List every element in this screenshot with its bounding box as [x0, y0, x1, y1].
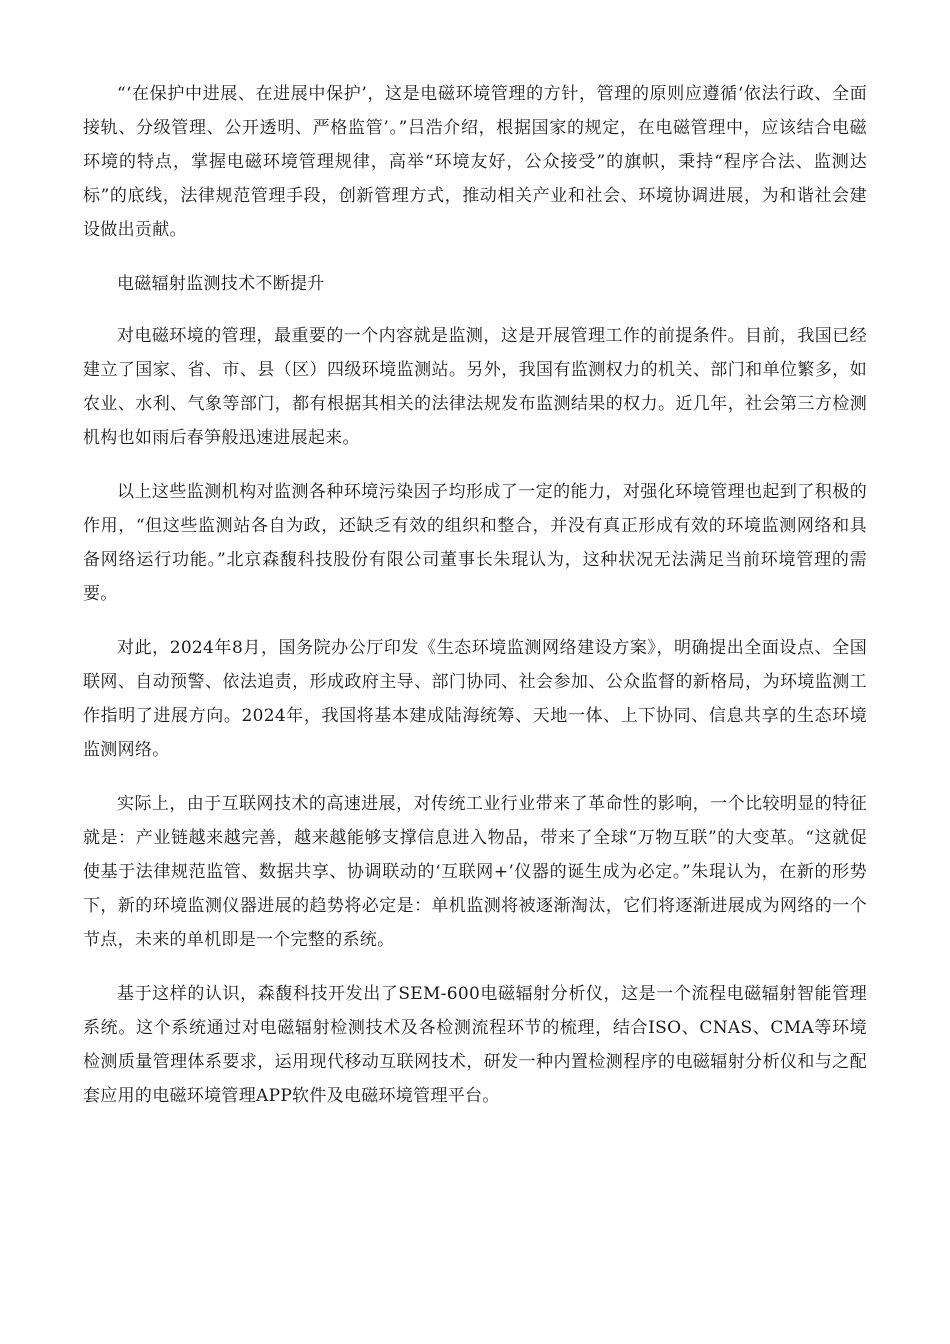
document-page — [83, 77, 867, 1133]
paragraph-internet-impact: 实际上，由于互联网技术的高速进展，对传统工业行业带来了革命性的影响，一个比较明显的特征就是：产业链越来越完善，越来越能够支撑信息进入物品，带来了全球“万物互联”的大变革。“这就促使基于法律规范监管、数据共享、协调联动的‘互联网+’仪器的诞生成为必定。”朱琨认为，在新的形势下，新的环境监测仪器进展的趋势将必定是：单机监测将被逐渐淘汰，它们将逐渐进展成为网络的一个节点，未来的单机即是一个完整的系统。 — [83, 794, 867, 950]
paragraph-monitoring-stations: 对电磁环境的管理，最重要的一个内容就是监测，这是开展管理工作的前提条件。目前，我国已经建立了国家、省、市、县（区）四级环境监测站。另外，我国有监测权力的机关、部门和单位繁多，如农业、水利、气象等部门，都有根据其相关的法律法规发布监测结果的权力。近几年，社会第三方检测机构也如雨后春笋般迅速进展起来。 — [83, 326, 867, 448]
paragraph-state-council-plan: 对此，2024年8月，国务院办公厅印发《生态环境监测网络建设方案》，明确提出全面设点、全国联网、自动预警、依法追责，形成政府主导、部门协同、社会参加、公众监督的新格局，为环境监测工作指明了进展方向。2024年，我国将基本建成陆海统筹、天地一体、上下协同、信息共享的生态环境监测网络。 — [83, 638, 867, 760]
paragraph-monitoring-institutions: 以上这些监测机构对监测各种环境污染因子均形成了一定的能力，对强化环境管理也起到了积极的作用，“但这些监测站各自为政，还缺乏有效的组织和整合，并没有真正形成有效的环境监测网络和具备网络运行功能。”北京森馥科技股份有限公司董事长朱琨认为，这种状况无法满足当前环境管理的需要。 — [83, 482, 867, 604]
paragraph-management-policy: “‘在保护中进展、在进展中保护’，这是电磁环境管理的方针，管理的原则应遵循‘依法行政、全面接轨、分级管理、公开透明、严格监管’。”吕浩介绍，根据国家的规定，在电磁管理中，应该结合电磁环境的特点，掌握电磁环境管理规律，高举“环境友好，公众接受”的旗帜，秉持“程序合法、监测达标”的底线，法律规范管理手段，创新管理方式，推动相关产业和社会、环境协调进展，为和谐社会建设做出贡献。 — [83, 84, 867, 240]
section-heading-monitoring-tech: 电磁辐射监测技术不断提升 — [117, 274, 325, 294]
paragraph-sem600-analyzer: 基于这样的认识，森馥科技开发出了SEM-600电磁辐射分析仪，这是一个流程电磁辐射智能管理系统。这个系统通过对电磁辐射检测技术及各检测流程环节的梳理，结合ISO、CNAS、CMA等环境检测质量管理体系要求，运用现代移动互联网技术，研发一种内置检测程序的电磁辐射分析仪和与之配套应用的电磁环境管理APP软件及电磁环境管理平台。 — [83, 984, 867, 1106]
